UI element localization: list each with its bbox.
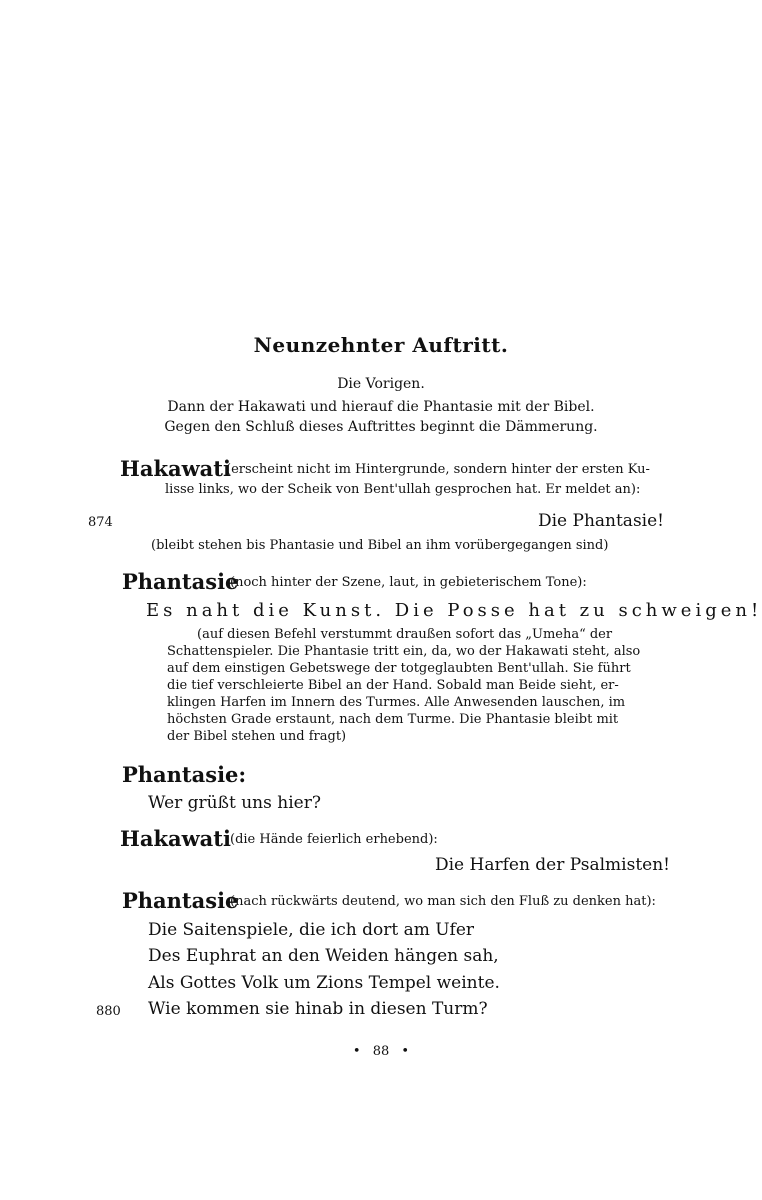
stage-direction: (noch hinter der Szene, laut, in gebieterischem Tone): — [230, 575, 587, 590]
stage-direction-line: (auf diesen Befehl verstummt draußen sofort das „Umeha“ der — [197, 627, 613, 642]
speaker-hakawati: Hakawati — [120, 456, 231, 481]
stage-direction-block — [167, 626, 669, 745]
verse-line: Es naht die Kunst. Die Posse hat zu schweigen! — [146, 600, 762, 621]
verse-line: Als Gottes Volk um Zions Tempel weinte. — [148, 973, 500, 993]
stage-direction: (nach rückwärts deutend, wo man sich den Fluß zu denken hat): — [230, 894, 656, 909]
page-footer — [0, 1044, 762, 1059]
speaker-hakawati: Hakawati — [120, 826, 231, 851]
speaker-phantasie: Phantasie — [122, 888, 239, 913]
speaker-phantasie: Phantasie: — [122, 762, 247, 787]
verse-line: Wer grüßt uns hier? — [148, 793, 321, 813]
stage-direction: (die Hände feierlich erhebend): — [230, 832, 438, 847]
ornament-left: • — [352, 1044, 361, 1059]
verse-line: Wie kommen sie hinab in diesen Turm? — [148, 999, 488, 1019]
line-number: 880 — [96, 1004, 121, 1019]
stage-direction: lisse links, wo der Scheik von Bent'ullah gesprochen hat. Er meldet an): — [165, 482, 641, 497]
stage-direction-line: klingen Harfen im Innern des Turmes. Alle Anwesenden lauschen, im — [167, 695, 626, 710]
stage-direction: (bleibt stehen bis Phantasie und Bibel an ihm vorübergegangen sind) — [151, 538, 609, 553]
stage-direction-line: höchsten Grade erstaunt, nach dem Turme. Die Phantasie bleibt mit — [167, 712, 619, 727]
verse-line: Des Euphrat an den Weiden hängen sah, — [148, 946, 499, 966]
ornament-right: • — [401, 1044, 410, 1059]
scene-title: Neunzehnter Auftritt. — [253, 333, 509, 357]
stage-direction: (erscheint nicht im Hintergrunde, sondern hinter der ersten Ku- — [226, 462, 650, 477]
stage-direction-line: Schattenspieler. Die Phantasie tritt ein, da, wo der Hakawati steht, also — [167, 644, 641, 659]
verse-line: Die Harfen der Psalmisten! — [434, 855, 670, 875]
verse-line: Die Saitenspiele, die ich dort am Ufer — [148, 920, 475, 940]
cast-line-2: Dann der Hakawati und hierauf die Phantasie mit der Bibel. — [167, 399, 595, 415]
stage-direction-line: auf dem einstigen Gebetswege der totgeglaubten Bent'ullah. Sie führt — [167, 661, 631, 676]
cast-line-1: Die Vorigen. — [337, 376, 425, 392]
verse-line: Die Phantasie! — [537, 511, 664, 531]
stage-direction-line: die tief verschleierte Bibel an der Hand. Sobald man Beide sieht, er- — [167, 678, 619, 693]
line-number: 874 — [88, 515, 113, 530]
cast-line-3: Gegen den Schluß dieses Auftrittes beginnt die Dämmerung. — [164, 419, 598, 435]
page-number: 88 — [372, 1044, 390, 1059]
stage-direction-line: der Bibel stehen und fragt) — [167, 729, 347, 744]
speaker-phantasie: Phantasie — [122, 569, 239, 594]
